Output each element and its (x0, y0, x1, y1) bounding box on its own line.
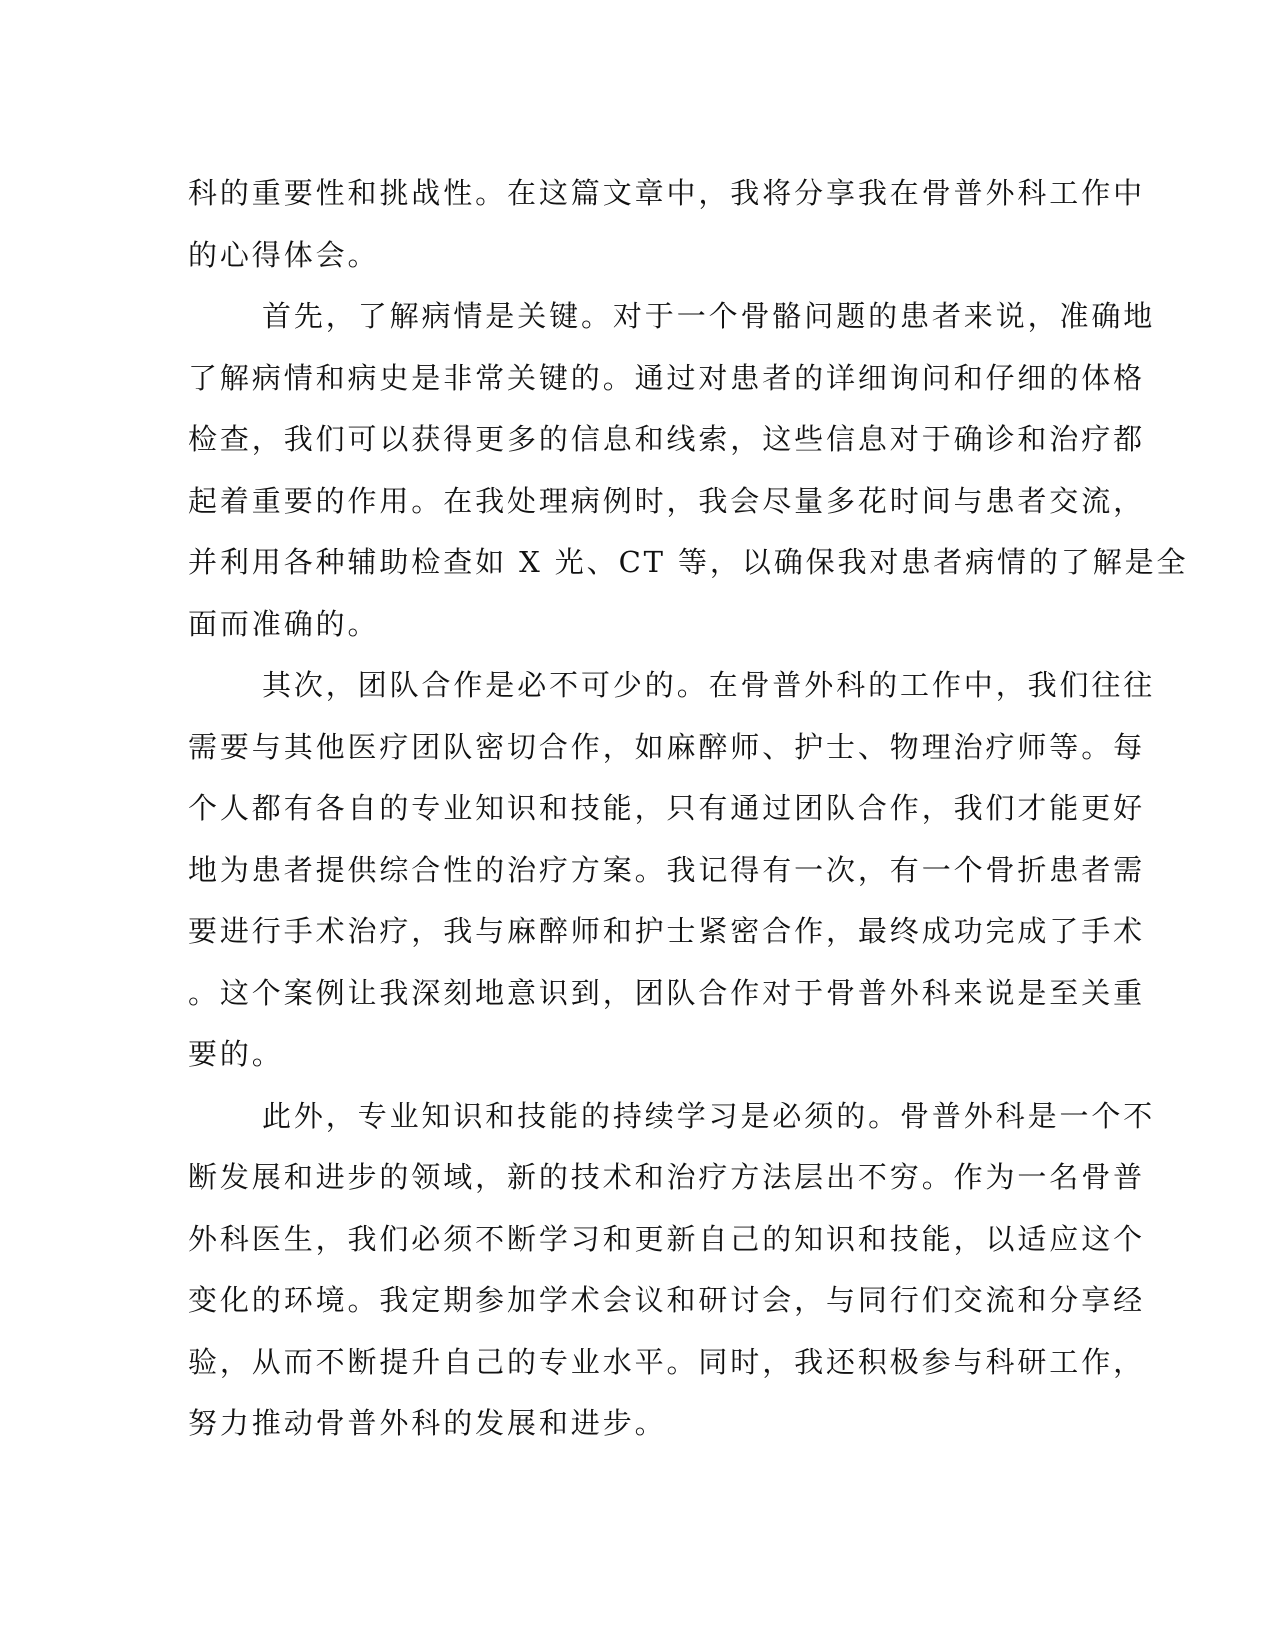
paragraph-1 (188, 163, 1146, 286)
text-line: 了解病情和病史是非常关键的。通过对患者的详细询问和仔细的体格 (188, 360, 1146, 395)
text-line: 检查，我们可以获得更多的信息和线索，这些信息对于确诊和治疗都 (188, 422, 1146, 456)
paragraph-4 (188, 1086, 1156, 1455)
text-line: 并利用各种辅助检查如 X 光、CT 等，以确保我对患者病情的了解是全 (188, 545, 1189, 579)
text-line: 科的重要性和挑战性。在这篇文章中，我将分享我在骨普外科工作中 (188, 176, 1146, 210)
paragraph-3 (188, 655, 1156, 1086)
text-line: 需要与其他医疗团队密切合作，如麻醉师、护士、物理治疗师等。每 (188, 729, 1146, 764)
paragraph-2 (188, 286, 1189, 655)
text-line: 地为患者提供综合性的治疗方案。我记得有一次，有一个骨折患者需 (188, 852, 1146, 887)
text-line: 要进行手术治疗，我与麻醉师和护士紧密合作，最终成功完成了手术 (188, 914, 1146, 948)
text-line: 。这个案例让我深刻地意识到，团队合作对于骨普外科来说是至关重 (188, 975, 1146, 1010)
text-line: 的心得体会。 (188, 237, 380, 272)
text-line: 此外，专业知识和技能的持续学习是必须的。骨普外科是一个不 (262, 1098, 1156, 1133)
text-line: 外科医生，我们必须不断学习和更新自己的知识和技能，以适应这个 (188, 1221, 1146, 1256)
text-line: 首先，了解病情是关键。对于一个骨骼问题的患者来说，准确地 (262, 299, 1156, 333)
text-line: 面而准确的。 (188, 606, 380, 641)
text-line: 断发展和进步的领域，新的技术和治疗方法层出不穷。作为一名骨普 (188, 1160, 1146, 1194)
text-line: 努力推动骨普外科的发展和进步。 (188, 1406, 667, 1440)
text-line: 验，从而不断提升自己的专业水平。同时，我还积极参与科研工作， (188, 1344, 1146, 1379)
document-body (188, 163, 1189, 1455)
text-line: 个人都有各自的专业知识和技能，只有通过团队合作，我们才能更好 (188, 791, 1146, 825)
text-line: 变化的环境。我定期参加学术会议和研讨会，与同行们交流和分享经 (188, 1283, 1146, 1317)
text-line: 其次，团队合作是必不可少的。在骨普外科的工作中，我们往往 (262, 668, 1156, 702)
text-line: 起着重要的作用。在我处理病例时，我会尽量多花时间与患者交流， (188, 483, 1146, 518)
text-line: 要的。 (188, 1037, 284, 1071)
